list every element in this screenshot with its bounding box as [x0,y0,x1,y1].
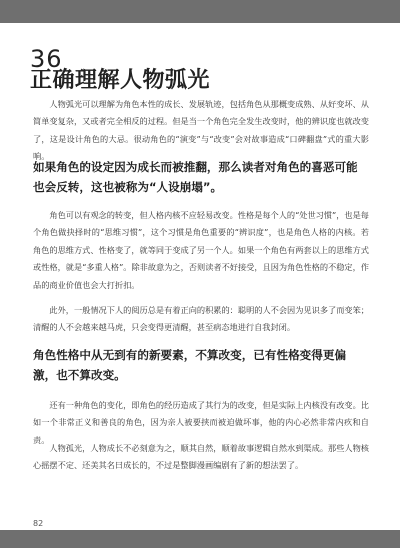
highlight-heading-1: 如果角色的设定因为成长而被推翻，那么读者对角色的喜恶可能也会反转，这也被称为“人设崩塌”。 [33,160,358,194]
paragraph-personality: 角色可以有观念的转变，但人格内核不应轻易改变。性格是每个人的“处世习惯”，也是每个角色做抉择时的“思维习惯”，这个习惯是角色重要的“辨识度”，也是角色人格的内核。若角色的思维方式、性格变了，就等同于变成了另一个人。如果一个角色有两套以上的思维方式或性格，就是“多重人格”。除非故意为之，否则读者不好接受，且因为角色性格的不稳定，作品的商业价值也会大打折扣。 [33,210,369,290]
paragraph-experience: 此外，一般情况下人的阅历总是有着正向的积累的：聪明的人不会因为见识多了而变笨；清醒的人不会越来越马虎，只会变得更清醒，甚至病态地进行自我封闭。 [33,305,369,333]
chapter-number: 36 [30,45,63,73]
highlight-heading-2: 角色性格中从无到有的新要素，不算改变，已有性格变得更偏激，也不算改变。 [33,348,347,382]
bottom-band [0,530,400,548]
paragraph-behavior-change: 还有一种角色的变化，即角色的经历造成了其行为的改变，但是实际上内核没有改变。比如一个非常正义和善良的角色，因为亲人被要挟而被迫做坏事，他的内心必然非常内疚和自责。 [33,400,369,445]
chapter-title: 正确理解人物弧光 [30,68,211,93]
top-band [0,0,400,23]
paragraph-conclusion: 人物孤光，人物成长不必刻意为之，顺其自然，顺着故事逻辑自然水到渠成。那些人物核心摇摆不定、还美其名曰成长的，不过是整脚漫画编剧有了新的想法罢了。 [33,443,369,471]
page-number: 82 [33,519,44,528]
paragraph-intro: 人物弧光可以理解为角色本性的成长、发展轨迹，包括角色从那概变成熟、从好变坏、从简单变复杂，又或者完全相反的过程。但是当一个角色完全发生改变时，他的辨识度也就改变了，这是设计角色的大忌。很动角色的“演变”与“改变”会对故事造成“口碑翻盘”式的重大影响。 [33,99,369,162]
